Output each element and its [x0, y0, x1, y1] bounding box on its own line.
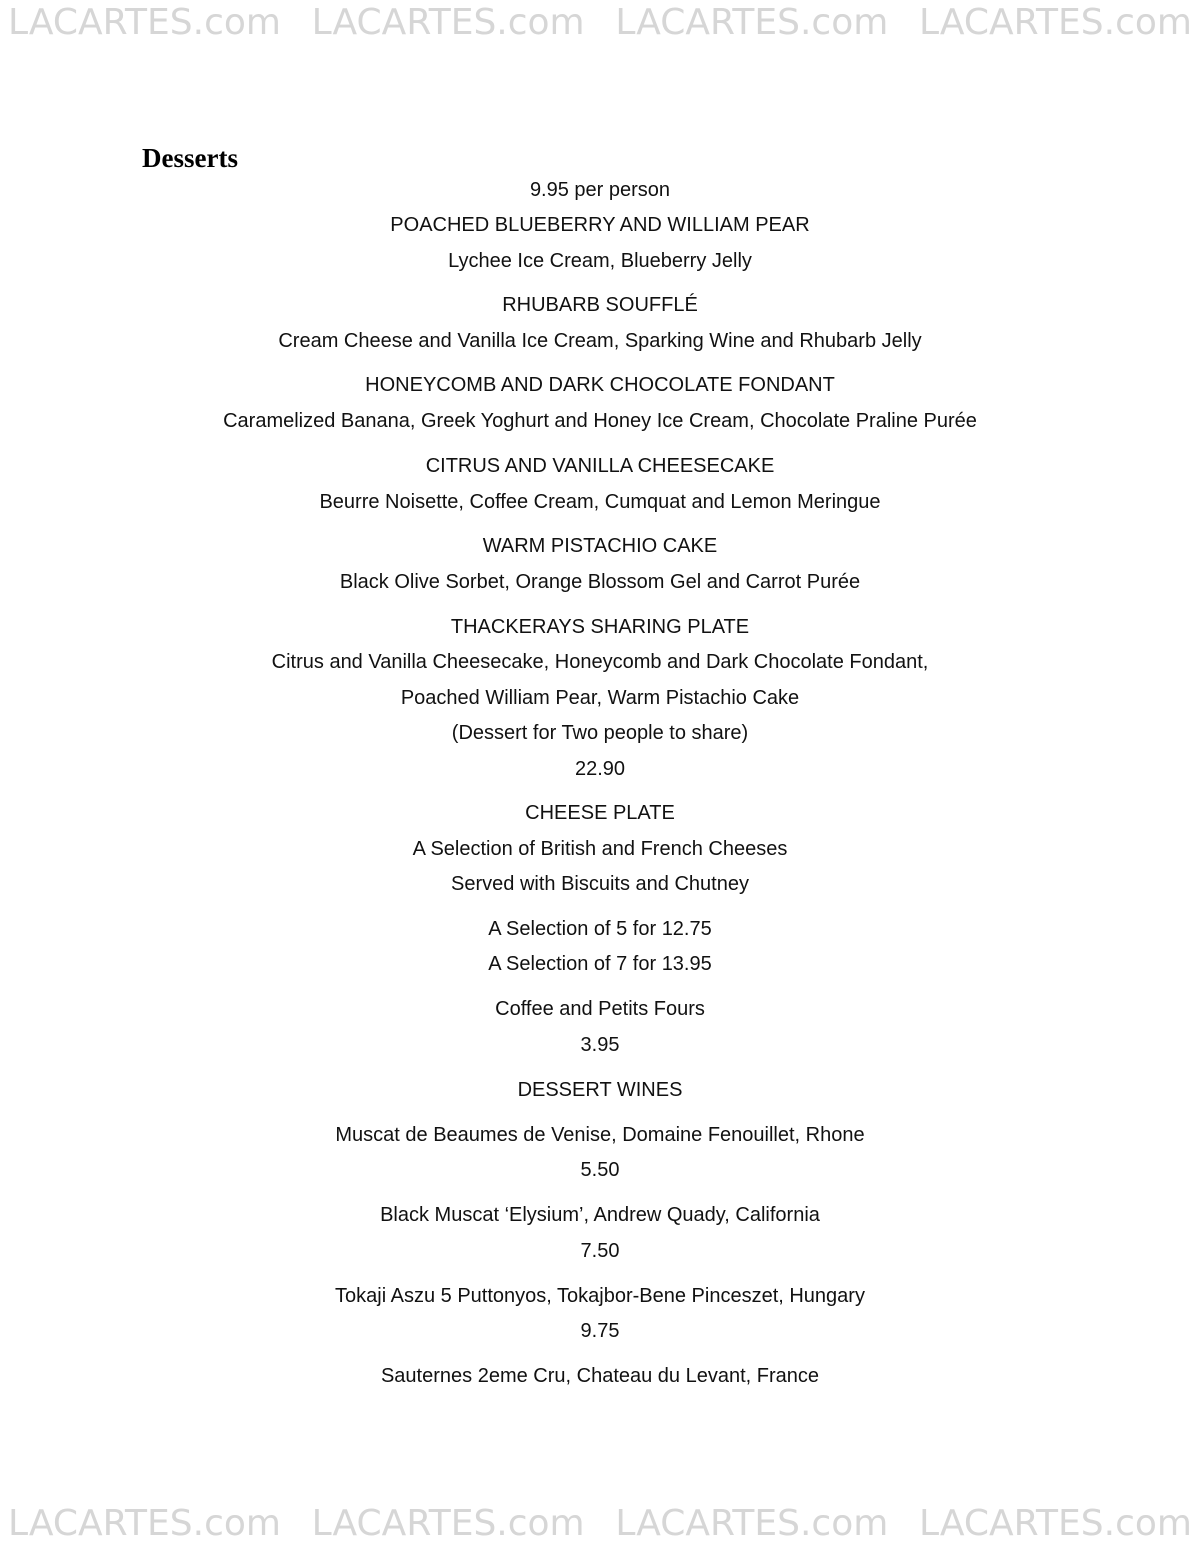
watermark-text: LACARTES.com	[311, 2, 585, 43]
dish-description: Citrus and Vanilla Cheesecake, Honeycomb and Dark Chocolate Fondant,	[271, 651, 929, 673]
dish-name: CHEESE PLATE	[525, 802, 675, 824]
wine-name: Black Muscat ‘Elysium’, Andrew Quady, California	[380, 1204, 820, 1226]
page-title: Desserts	[142, 143, 238, 173]
watermark-text: LACARTES.com	[311, 1503, 585, 1544]
watermark-text: LACARTES.com	[919, 2, 1192, 43]
dish-name: RHUBARB SOUFFLÉ	[502, 294, 698, 316]
dish-description: Poached William Pear, Warm Pistachio Cake	[400, 687, 800, 709]
dish-description: Beurre Noisette, Coffee Cream, Cumquat and Lemon Meringue	[319, 491, 881, 513]
dish-name: CITRUS AND VANILLA CHEESECAKE	[425, 455, 775, 477]
wine-price: 7.50	[580, 1240, 620, 1262]
dish-description: Served with Biscuits and Chutney	[451, 873, 749, 895]
dish-description: Caramelized Banana, Greek Yoghurt and Honey Ice Cream, Chocolate Praline Purée	[223, 410, 977, 432]
wine-price: 5.50	[580, 1159, 620, 1181]
dish-name: POACHED BLUEBERRY AND WILLIAM PEAR	[390, 214, 810, 236]
watermark-text: LACARTES.com	[8, 2, 281, 43]
wine-price: 9.75	[580, 1320, 620, 1342]
wine-name: Sauternes 2eme Cru, Chateau du Levant, France	[380, 1365, 820, 1387]
dish-name: THACKERAYS SHARING PLATE	[450, 616, 750, 638]
watermark-text: LACARTES.com	[615, 1503, 889, 1544]
price-per-person: 9.95 per person	[529, 179, 671, 201]
cheese-option: A Selection of 5 for 12.75	[488, 918, 712, 940]
dish-name: HONEYCOMB AND DARK CHOCOLATE FONDANT	[365, 374, 835, 396]
wine-name: Muscat de Beaumes de Venise, Domaine Fenouillet, Rhone	[335, 1124, 865, 1146]
watermark-text: LACARTES.com	[615, 2, 889, 43]
dish-description: Lychee Ice Cream, Blueberry Jelly	[448, 250, 752, 272]
dish-description: Cream Cheese and Vanilla Ice Cream, Sparking Wine and Rhubarb Jelly	[278, 330, 922, 352]
dish-description: Black Olive Sorbet, Orange Blossom Gel and Carrot Purée	[339, 571, 861, 593]
section-heading-dessert-wines: DESSERT WINES	[517, 1079, 683, 1101]
dish-note: (Dessert for Two people to share)	[451, 722, 749, 744]
watermark-bottom	[0, 1503, 1200, 1553]
watermark-text: LACARTES.com	[919, 1503, 1192, 1544]
dish-name: Coffee and Petits Fours	[495, 998, 705, 1020]
watermark-text: LACARTES.com	[8, 1503, 281, 1544]
dish-description: A Selection of British and French Cheeses	[412, 838, 788, 860]
cheese-option: A Selection of 7 for 13.95	[488, 953, 712, 975]
dish-price: 22.90	[574, 758, 626, 780]
dish-name: WARM PISTACHIO CAKE	[482, 535, 718, 557]
watermark-top	[0, 2, 1200, 52]
dish-price: 3.95	[580, 1034, 620, 1056]
wine-name: Tokaji Aszu 5 Puttonyos, Tokajbor-Bene Pinceszet, Hungary	[335, 1285, 865, 1307]
